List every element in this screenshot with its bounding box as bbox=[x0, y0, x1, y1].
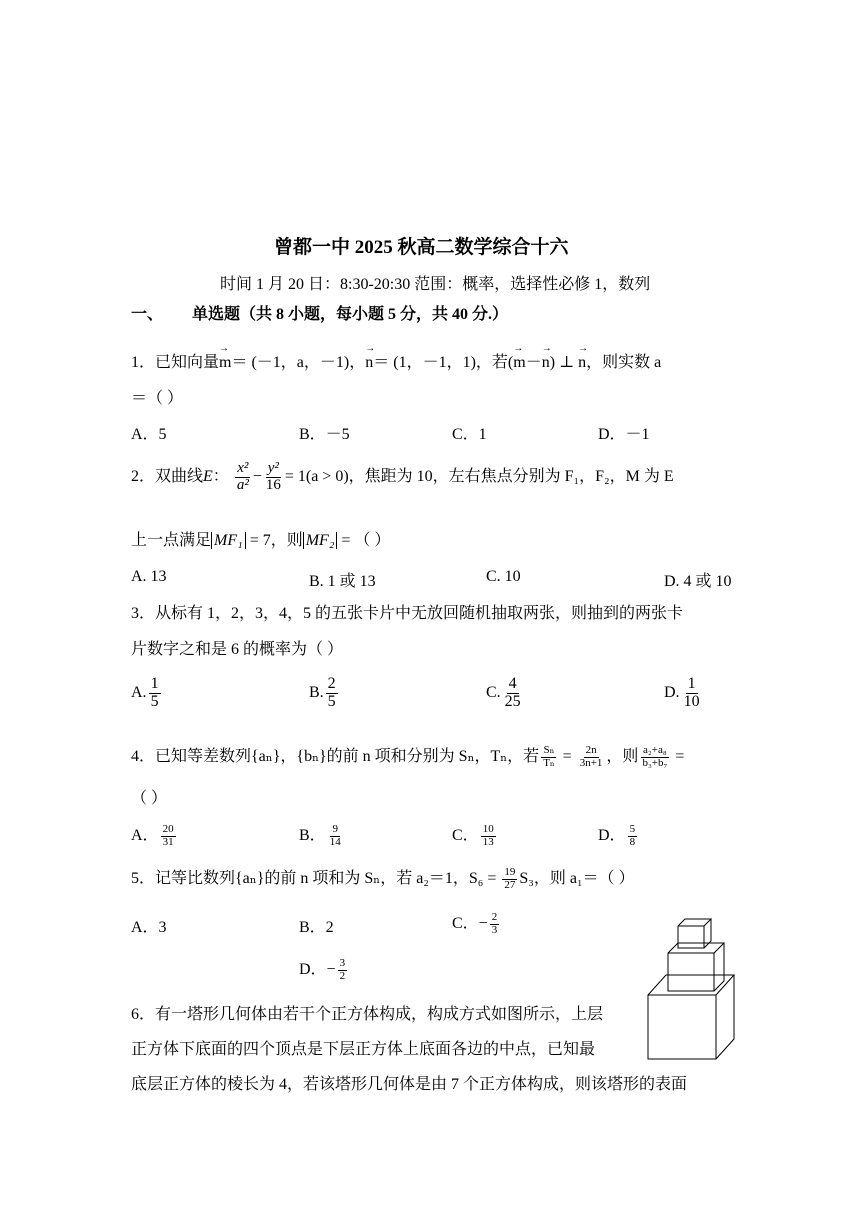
q1-perp: ) ⊥ bbox=[549, 354, 579, 371]
q3-option-a-frac bbox=[149, 676, 161, 711]
q5-option-a: A．3 bbox=[131, 919, 167, 936]
q4-option-d-frac bbox=[628, 824, 638, 848]
q4-option-d bbox=[598, 822, 639, 848]
bottom-cube-top bbox=[648, 975, 734, 995]
q4-b-num: 9 bbox=[332, 823, 338, 836]
q3-option-b-label: B. bbox=[309, 683, 324, 701]
q4-option-a bbox=[131, 822, 178, 848]
q3-option-d-label: D. bbox=[664, 683, 680, 701]
section-label: 单选题（共 8 小题，每小题 5 分，共 40 分.） bbox=[192, 306, 509, 323]
top-cube-side bbox=[704, 919, 711, 948]
q3-line2: 片数字之和是 6 的概率为（ ） bbox=[131, 641, 344, 658]
q3-b-den: 5 bbox=[327, 692, 336, 710]
q1-m-value: ＝ (－1，a，－1)， bbox=[231, 354, 366, 371]
q1-prefix: 1．已知向量 bbox=[131, 354, 220, 371]
q6-line2: 正方体下底面的四个顶点是下层正方体上底面各边的中点，已知最 bbox=[131, 1041, 596, 1058]
vector-m: → m bbox=[219, 354, 231, 372]
q2-suffix: ，焦距为 10，左右焦点分别为 F₁，F₂，M 为 E bbox=[348, 467, 674, 485]
q4-option-b-label: B． bbox=[299, 827, 326, 844]
q2-sixteen: 16 bbox=[265, 476, 281, 493]
q4-line2: （ ） bbox=[131, 790, 168, 807]
q4-f2-num: 2n bbox=[585, 744, 597, 757]
q5-option-b: B．2 bbox=[299, 919, 334, 936]
q4-option-c-label: C． bbox=[452, 827, 479, 844]
q4-mid: ，则 bbox=[606, 748, 639, 765]
q2-mf1: MF₁ bbox=[211, 532, 246, 549]
q2-frac-x bbox=[235, 461, 251, 494]
q4-prefix: 4．已知等差数列{aₙ}，{bₙ}的前 n 项和分别为 Sₙ，Tₙ，若 bbox=[131, 748, 540, 765]
q2-minus: − bbox=[252, 467, 262, 485]
top-cube-top bbox=[678, 919, 711, 926]
q5-frac bbox=[502, 867, 517, 891]
q2-y2: y² bbox=[267, 460, 279, 476]
q5-d-den: 2 bbox=[339, 969, 346, 982]
q2-line2-prefix: 上一点满足 bbox=[131, 532, 212, 549]
q2-eq: = 1(a > 0) bbox=[284, 467, 349, 485]
vector-n-2: → n bbox=[542, 354, 550, 372]
q5-f-num: 19 bbox=[504, 866, 516, 879]
q4-c-num: 10 bbox=[482, 823, 494, 836]
q3-option-d bbox=[664, 676, 704, 711]
q5-option-d bbox=[299, 956, 349, 982]
middle-cube-front bbox=[668, 953, 714, 991]
q4-option-d-label: D． bbox=[598, 827, 626, 844]
q5-f-den: 27 bbox=[504, 878, 516, 891]
q2-prefix: 2．双曲线 bbox=[131, 467, 204, 485]
question-5 bbox=[131, 865, 635, 891]
q3-d-num: 1 bbox=[687, 675, 696, 692]
tower-of-cubes-figure bbox=[640, 913, 742, 1061]
q2-option-d: D. 4 或 10 bbox=[664, 573, 732, 590]
q3-option-a-label: A. bbox=[131, 683, 147, 701]
q4-option-a-frac bbox=[161, 824, 176, 848]
q5-d-num: 3 bbox=[339, 957, 346, 970]
q5-option-c-label: C．− bbox=[452, 915, 488, 932]
q3-option-b-frac bbox=[326, 676, 338, 711]
q4-option-a-label: A． bbox=[131, 827, 159, 844]
q2-x2: x² bbox=[237, 460, 249, 476]
q3-option-c-frac bbox=[503, 676, 523, 711]
q3-c-den: 25 bbox=[504, 692, 521, 710]
q4-eq: = bbox=[558, 748, 576, 765]
q6-line1: 6．有一塔形几何体由若干个正方体构成，构成方式如图所示，上层 bbox=[131, 1006, 604, 1023]
q5-option-c bbox=[452, 910, 501, 936]
q5-suffix: S₃，则 a₁＝（ ） bbox=[519, 870, 635, 887]
q5-c-den: 3 bbox=[491, 923, 498, 936]
q1-option-b: B．－5 bbox=[299, 426, 350, 443]
page-title: 曾都一中 2025 秋高二数学综合十六 bbox=[274, 237, 569, 258]
exam-info: 时间 1 月 20 日：8:30-20:30 范围：概率，选择性必修 1，数列 bbox=[220, 276, 651, 293]
q4-frac-st bbox=[541, 745, 556, 769]
q3-option-b bbox=[309, 676, 340, 711]
q5-prefix: 5．记等比数列{aₙ}的前 n 项和为 Sₙ，若 a₂＝1，S₆ = bbox=[131, 870, 501, 887]
q1-suffix: ，则实数 a bbox=[586, 354, 662, 371]
q4-option-b-frac bbox=[328, 824, 343, 848]
q2-option-a: A. 13 bbox=[131, 568, 167, 585]
bottom-cube-side bbox=[716, 975, 734, 1059]
q3-b-num: 2 bbox=[327, 675, 336, 692]
q4-end: = bbox=[671, 748, 685, 765]
q3-option-a bbox=[131, 676, 163, 711]
q2-line2-suffix: = （ ） bbox=[337, 532, 391, 549]
q3-a-den: 5 bbox=[150, 692, 159, 710]
section-number: 一、 bbox=[131, 306, 164, 323]
q2-a2: a² bbox=[236, 476, 249, 493]
q4-f3-num: a₂+a₈ bbox=[643, 744, 667, 757]
q4-option-c bbox=[452, 822, 498, 848]
vector-n: → n bbox=[365, 354, 373, 372]
q1-line2: ＝（ ） bbox=[131, 390, 184, 407]
q4-a-den: 31 bbox=[162, 835, 174, 848]
vector-m-2: → m bbox=[513, 354, 525, 372]
top-cube-front bbox=[678, 926, 704, 948]
q4-f2-den: 3n+1 bbox=[579, 756, 603, 769]
q4-f3-den: b₃+b₇ bbox=[642, 756, 668, 769]
q2-mf2: MF₂ bbox=[303, 532, 338, 549]
q3-c-num: 4 bbox=[508, 675, 517, 692]
q2-option-b: B. 1 或 13 bbox=[309, 573, 376, 590]
q1-option-d: D．－1 bbox=[598, 426, 650, 443]
q4-a-num: 20 bbox=[162, 823, 174, 836]
q4-f1-den: Tₙ bbox=[543, 756, 555, 769]
q5-option-d-frac bbox=[338, 958, 348, 982]
question-4 bbox=[131, 743, 684, 769]
q2-option-c: C. 10 bbox=[486, 568, 521, 585]
q4-frac-ratio bbox=[578, 745, 605, 769]
q4-f1-num: Sₙ bbox=[543, 744, 555, 757]
q1-minus: － bbox=[525, 354, 542, 371]
middle-cube-side bbox=[714, 943, 724, 991]
q6-line3: 底层正方体的棱长为 4，若该塔形几何体是由 7 个正方体构成，则该塔形的表面 bbox=[131, 1076, 688, 1093]
q2-colon: ： bbox=[212, 467, 229, 485]
q4-option-c-frac bbox=[481, 824, 496, 848]
q1-option-a: A．5 bbox=[131, 426, 167, 443]
q3-option-c bbox=[486, 676, 525, 711]
q2-frac-y bbox=[264, 461, 283, 494]
q2-line2-mid: = 7，则 bbox=[245, 532, 303, 549]
q5-option-d-label: D．− bbox=[299, 961, 336, 978]
q3-option-c-label: C. bbox=[486, 683, 501, 701]
question-2 bbox=[131, 461, 674, 494]
q3-d-den: 10 bbox=[683, 692, 700, 710]
q4-c-den: 13 bbox=[482, 835, 494, 848]
q1-option-c: C．1 bbox=[452, 426, 487, 443]
q4-b-den: 14 bbox=[329, 835, 341, 848]
q5-option-c-frac bbox=[490, 912, 500, 936]
q4-frac-ab bbox=[640, 745, 669, 769]
q3-a-num: 1 bbox=[150, 675, 159, 692]
q2-line2 bbox=[131, 527, 390, 550]
q4-d-num: 5 bbox=[629, 823, 636, 836]
q3-line1: 3．从标有 1，2，3，4，5 的五张卡片中无放回随机抽取两张，则抽到的两张卡 bbox=[131, 605, 684, 622]
q1-n-value: ＝ (1，－1，1)，若( bbox=[373, 354, 514, 371]
q5-c-num: 2 bbox=[491, 911, 498, 924]
bottom-cube-front bbox=[648, 995, 716, 1059]
q2-curve-name: E bbox=[203, 467, 213, 485]
question-1 bbox=[131, 349, 661, 372]
vector-n-3: → n bbox=[578, 354, 586, 372]
q3-option-d-frac bbox=[682, 676, 702, 711]
q4-option-b bbox=[299, 822, 345, 848]
q4-d-den: 8 bbox=[629, 835, 636, 848]
